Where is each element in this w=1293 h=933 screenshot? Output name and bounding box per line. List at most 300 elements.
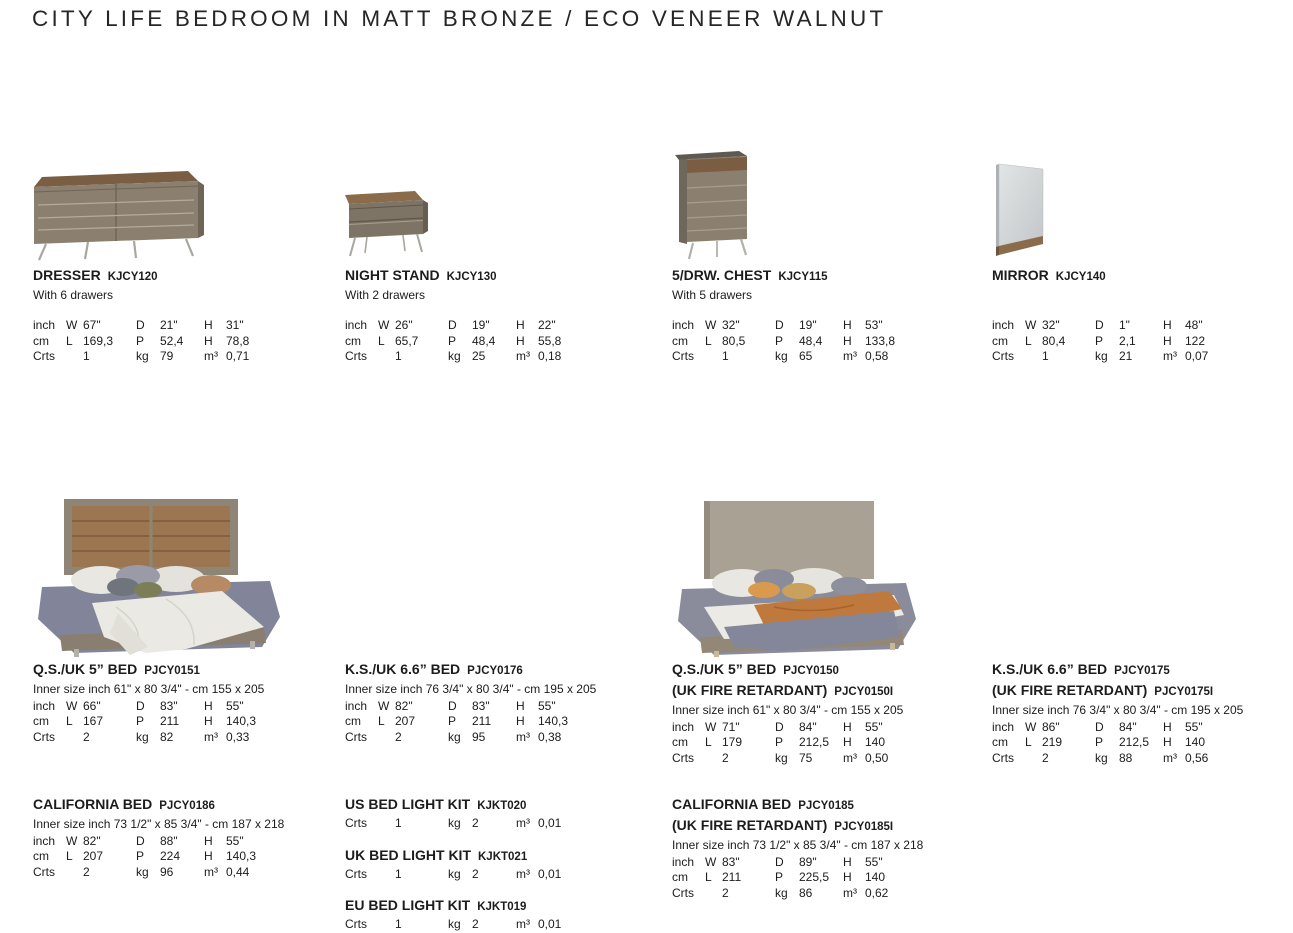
spec-cell: H xyxy=(1163,333,1172,348)
spec-cell: 82 xyxy=(160,729,174,744)
spec-cell: P xyxy=(1095,735,1104,749)
mirror-illustration xyxy=(991,160,1049,256)
inner-size: Inner size inch 73 1/2" x 85 3/4" - cm 187 x 218 xyxy=(672,838,924,852)
product-card-california-fr xyxy=(672,795,976,901)
spec-row xyxy=(672,318,976,334)
spec-cell: W xyxy=(705,318,717,332)
page-title: CITY LIFE BEDROOM IN MATT BRONZE / ECO VENEER WALNUT xyxy=(32,6,887,31)
product-name: CALIFORNIA BED xyxy=(33,796,153,812)
product-card-ks-bed xyxy=(345,660,649,745)
spec-cell: kg xyxy=(136,729,149,744)
light-kits-column xyxy=(345,795,649,933)
spec-row xyxy=(33,699,337,715)
inner-size: Inner size inch 73 1/2" x 85 3/4" - cm 187 x 218 xyxy=(33,817,285,831)
spec-cell: 52,4 xyxy=(160,333,184,348)
spec-cell xyxy=(378,867,395,883)
product-code: KJKT019 xyxy=(477,901,527,913)
spec-cell: H xyxy=(516,333,525,348)
spec-cell: kg xyxy=(775,349,788,363)
spec-table xyxy=(33,318,337,365)
spec-cell: 55" xyxy=(226,833,244,848)
product-code: KJCY120 xyxy=(107,271,158,283)
spec-cell: 78,8 xyxy=(226,333,250,348)
spec-cell: W xyxy=(66,318,78,332)
spec-cell: 0,01 xyxy=(538,917,562,931)
spec-cell: inch xyxy=(672,318,695,332)
spec-cell: 2 xyxy=(1042,750,1049,765)
spec-cell: 22" xyxy=(538,318,556,332)
spec-cell: m³ xyxy=(516,816,530,830)
spec-cell: 55,8 xyxy=(538,333,562,348)
spec-cell: 19" xyxy=(472,318,490,332)
product-card-mirror xyxy=(992,266,1293,365)
mirror-image xyxy=(991,160,1049,261)
spec-cell: 2 xyxy=(722,750,729,765)
spec-cell: Crts xyxy=(33,729,55,744)
spec-row xyxy=(33,834,337,850)
spec-cell: 0,38 xyxy=(538,729,562,744)
spec-cell: 0,50 xyxy=(865,750,889,765)
spec-cell: 83" xyxy=(160,698,178,713)
spec-cell: D xyxy=(136,833,145,848)
spec-cell: H xyxy=(1163,735,1172,749)
product-title xyxy=(672,660,976,681)
spec-cell: 48,4 xyxy=(472,333,496,348)
spec-cell: cm xyxy=(992,333,1008,348)
spec-cell: D xyxy=(775,719,784,734)
product-name: Q.S./UK 5” BED xyxy=(672,661,777,677)
spec-cell xyxy=(1025,751,1042,767)
spec-cell: 55" xyxy=(865,854,883,869)
spec-cell: inch xyxy=(345,318,368,332)
spec-cell: L xyxy=(66,714,73,728)
spec-cell: 140,3 xyxy=(226,849,257,863)
spec-cell: 71" xyxy=(722,719,740,734)
spec-cell: W xyxy=(705,719,717,734)
spec-cell: 32" xyxy=(1042,318,1060,332)
spec-row xyxy=(33,714,337,730)
product-name: NIGHT STAND xyxy=(345,267,440,283)
spec-row xyxy=(345,867,649,883)
spec-cell: 0,71 xyxy=(226,349,250,363)
spec-cell xyxy=(705,886,722,902)
spec-cell: cm xyxy=(992,735,1008,749)
spec-cell: 79 xyxy=(160,349,174,363)
spec-cell: Crts xyxy=(345,917,367,931)
spec-cell: 21" xyxy=(160,318,178,332)
spec-cell: 0,33 xyxy=(226,729,250,744)
product-code: PJCY0150 xyxy=(783,665,839,677)
product-code: KJKT020 xyxy=(477,800,527,812)
spec-row xyxy=(672,855,976,871)
spec-cell: H xyxy=(843,854,852,869)
product-title-line2 xyxy=(672,816,976,837)
spec-row xyxy=(672,735,976,751)
spec-cell: 211 xyxy=(160,714,180,728)
spec-cell: L xyxy=(378,714,385,728)
spec-cell: m³ xyxy=(1163,349,1177,363)
spec-cell: 0,58 xyxy=(865,349,889,363)
spec-cell: H xyxy=(843,333,852,348)
inner-size: Inner size inch 76 3/4" x 80 3/4" - cm 195 x 205 xyxy=(345,682,597,696)
spec-row xyxy=(992,334,1293,350)
product-card-ks-bed-fr xyxy=(992,660,1293,766)
spec-row xyxy=(33,849,337,865)
spec-cell: D xyxy=(775,854,784,869)
spec-cell: 2 xyxy=(83,729,90,744)
spec-cell: 2 xyxy=(472,816,479,830)
spec-cell: m³ xyxy=(516,349,530,363)
spec-cell: P xyxy=(775,870,784,884)
spec-cell: m³ xyxy=(843,349,857,363)
spec-cell: H xyxy=(843,719,852,734)
product-title-line2 xyxy=(672,681,976,702)
spec-row xyxy=(345,730,649,746)
product-code: PJCY0185 xyxy=(798,800,854,812)
spec-cell: W xyxy=(66,698,78,713)
nightstand-image xyxy=(343,186,431,265)
spec-row xyxy=(345,699,649,715)
product-code: PJCY0151 xyxy=(144,665,200,677)
product-name-line2: (UK FIRE RETARDANT) xyxy=(992,682,1148,698)
spec-cell: 2 xyxy=(472,917,479,931)
spec-cell: P xyxy=(448,333,457,348)
spec-cell: 67" xyxy=(83,318,101,332)
spec-cell: inch xyxy=(992,318,1015,332)
spec-cell: Crts xyxy=(345,866,367,881)
product-title xyxy=(345,896,649,917)
spec-cell: 212,5 xyxy=(1119,735,1150,749)
spec-cell: Crts xyxy=(33,349,55,363)
spec-cell xyxy=(1025,349,1042,365)
spec-cell: inch xyxy=(992,719,1015,734)
spec-row xyxy=(345,334,649,350)
product-name: CALIFORNIA BED xyxy=(672,796,792,812)
spec-row xyxy=(672,720,976,736)
spec-cell: 219 xyxy=(1042,735,1063,749)
spec-cell: 1 xyxy=(395,349,402,363)
spec-cell: 55" xyxy=(865,719,883,734)
spec-cell: 82" xyxy=(395,698,413,713)
spec-cell: P xyxy=(136,849,145,863)
product-title xyxy=(992,266,1293,287)
spec-cell: 2,1 xyxy=(1119,333,1136,348)
spec-cell: 66" xyxy=(83,698,101,713)
product-name-line2: (UK FIRE RETARDANT) xyxy=(672,817,828,833)
spec-cell: 88 xyxy=(1119,750,1133,765)
spec-cell: 96 xyxy=(160,864,174,879)
spec-cell: 19" xyxy=(799,318,817,332)
spec-table xyxy=(672,720,976,767)
spec-cell: 65 xyxy=(799,349,813,363)
spec-cell: m³ xyxy=(204,864,218,879)
spec-cell: Crts xyxy=(672,349,694,363)
spec-cell: kg xyxy=(136,864,149,879)
spec-cell: W xyxy=(1025,719,1037,734)
spec-cell: Crts xyxy=(33,864,55,879)
spec-cell: 179 xyxy=(722,735,743,749)
spec-cell: P xyxy=(1095,333,1104,348)
spec-cell: kg xyxy=(448,349,461,363)
spec-cell: L xyxy=(66,849,73,863)
product-code: KJCY130 xyxy=(446,271,497,283)
spec-cell: 86" xyxy=(1042,719,1060,734)
spec-cell: 2 xyxy=(83,864,90,879)
product-code: KJKT021 xyxy=(478,850,528,863)
spec-cell: kg xyxy=(136,349,149,363)
product-card-qs-bed-fr xyxy=(672,660,976,766)
spec-cell: 88" xyxy=(160,833,178,848)
spec-table xyxy=(345,816,649,832)
spec-cell: 83" xyxy=(472,698,490,713)
spec-cell: 84" xyxy=(799,719,817,734)
spec-cell: D xyxy=(448,318,457,332)
product-title xyxy=(33,266,337,287)
spec-cell: cm xyxy=(33,333,49,348)
spec-cell: cm xyxy=(33,714,49,728)
product-card-us-light-kit xyxy=(345,795,649,832)
product-name: MIRROR xyxy=(992,267,1049,283)
spec-cell: cm xyxy=(672,870,688,884)
chest-illustration xyxy=(673,146,755,262)
inner-size: Inner size inch 61" x 80 3/4" - cm 155 x 205 xyxy=(33,682,265,696)
product-name: DRESSER xyxy=(33,267,101,283)
product-title xyxy=(33,795,337,816)
product-name: EU BED LIGHT KIT xyxy=(345,897,471,913)
spec-cell: 167 xyxy=(83,714,104,728)
spec-table xyxy=(345,917,649,933)
spec-cell: 26" xyxy=(395,318,413,332)
spec-cell: cm xyxy=(672,735,688,749)
product-title xyxy=(345,846,649,867)
spec-cell: 0,18 xyxy=(538,349,562,363)
spec-cell: 0,01 xyxy=(538,816,562,830)
product-title xyxy=(345,266,649,287)
spec-cell: cm xyxy=(672,333,688,348)
spec-cell: 89" xyxy=(799,854,817,869)
spec-cell: inch xyxy=(672,854,695,869)
product-name-line2: (UK FIRE RETARDANT) xyxy=(672,682,828,698)
spec-row xyxy=(345,917,649,933)
product-card-nightstand xyxy=(345,266,649,365)
product-name: Q.S./UK 5” BED xyxy=(33,661,138,677)
spec-cell xyxy=(378,349,395,365)
upholstered-bed-illustration xyxy=(664,487,926,657)
spec-cell: Crts xyxy=(345,349,367,363)
dresser-illustration xyxy=(30,162,205,262)
product-title xyxy=(672,795,976,816)
product-card-dresser xyxy=(33,266,337,365)
spec-cell: m³ xyxy=(204,729,218,744)
spec-cell: 32" xyxy=(722,318,740,332)
spec-row xyxy=(672,870,976,886)
spec-cell: kg xyxy=(448,917,461,931)
spec-cell: 207 xyxy=(395,714,416,728)
spec-cell: Crts xyxy=(672,750,694,765)
spec-cell: kg xyxy=(775,885,788,900)
spec-cell: W xyxy=(378,318,390,332)
spec-cell: H xyxy=(204,833,213,848)
spec-cell: P xyxy=(775,735,784,749)
spec-cell: 140 xyxy=(865,870,886,884)
spec-cell: 48" xyxy=(1185,318,1203,332)
spec-cell: H xyxy=(204,849,213,863)
spec-row xyxy=(345,714,649,730)
spec-cell: 83" xyxy=(722,854,740,869)
spec-cell: 0,01 xyxy=(538,866,562,881)
spec-cell: L xyxy=(705,333,712,348)
dresser-image xyxy=(30,162,205,267)
inner-size: Inner size inch 76 3/4" x 80 3/4" - cm 195 x 205 xyxy=(992,703,1244,717)
spec-row xyxy=(33,865,337,881)
spec-table xyxy=(992,720,1293,767)
spec-cell: 140 xyxy=(1185,735,1206,749)
spec-cell: 80,4 xyxy=(1042,333,1066,348)
spec-table xyxy=(33,699,337,746)
product-code: PJCY0186 xyxy=(159,800,215,812)
spec-cell: Crts xyxy=(992,750,1014,765)
spec-table xyxy=(992,318,1293,365)
spec-cell: H xyxy=(1163,318,1172,332)
spec-cell: m³ xyxy=(516,917,530,931)
spec-cell xyxy=(378,730,395,746)
spec-cell: 1 xyxy=(722,349,729,363)
product-code-line2: PJCY0185I xyxy=(834,821,894,833)
product-name: 5/DRW. CHEST xyxy=(672,267,772,283)
spec-cell: D xyxy=(136,318,145,332)
spec-cell: 212,5 xyxy=(799,735,830,749)
spec-cell: 0,62 xyxy=(865,885,889,900)
spec-cell: D xyxy=(136,698,145,713)
product-subtitle xyxy=(992,287,1293,303)
spec-row xyxy=(345,318,649,334)
spec-cell: 25 xyxy=(472,349,486,363)
spec-cell: 53" xyxy=(865,318,883,332)
spec-row xyxy=(672,334,976,350)
product-subtitle: With 2 drawers xyxy=(345,288,426,302)
spec-cell: 21 xyxy=(1119,349,1133,363)
upholstered-bed-image xyxy=(664,487,926,662)
walnut-bed-image xyxy=(26,487,288,662)
product-title xyxy=(672,266,976,287)
spec-cell: 224 xyxy=(160,849,181,863)
spec-cell: 1 xyxy=(395,866,402,881)
spec-cell: W xyxy=(1025,318,1037,332)
spec-cell: 48,4 xyxy=(799,333,823,348)
spec-cell: 169,3 xyxy=(83,333,114,348)
spec-cell xyxy=(66,865,83,881)
spec-table xyxy=(672,855,976,902)
spec-cell: D xyxy=(775,318,784,332)
spec-cell: m³ xyxy=(843,885,857,900)
spec-cell xyxy=(705,751,722,767)
spec-cell: m³ xyxy=(516,866,530,881)
spec-cell: H xyxy=(843,735,852,749)
spec-row xyxy=(992,720,1293,736)
spec-cell: 211 xyxy=(722,870,742,884)
product-title xyxy=(345,660,649,681)
spec-row xyxy=(672,886,976,902)
spec-table xyxy=(672,318,976,365)
spec-cell: W xyxy=(378,698,390,713)
product-card-chest xyxy=(672,266,976,365)
spec-cell: 1 xyxy=(395,816,402,830)
spec-row xyxy=(672,751,976,767)
spec-cell: L xyxy=(1025,735,1032,749)
spec-cell: kg xyxy=(775,750,788,765)
spec-cell: 86 xyxy=(799,885,813,900)
spec-cell: cm xyxy=(33,849,49,863)
product-card-eu-light-kit xyxy=(345,896,649,933)
spec-cell: P xyxy=(448,714,457,728)
spec-row xyxy=(33,334,337,350)
spec-cell: kg xyxy=(448,729,461,744)
product-title-line2 xyxy=(992,681,1293,702)
spec-cell: P xyxy=(136,333,145,348)
spec-cell: H xyxy=(1163,719,1172,734)
spec-row xyxy=(345,349,649,365)
spec-cell: inch xyxy=(345,698,368,713)
product-subtitle: With 5 drawers xyxy=(672,288,753,302)
product-title xyxy=(992,660,1293,681)
spec-cell: 75 xyxy=(799,750,813,765)
spec-cell: 55" xyxy=(226,698,244,713)
inner-size: Inner size inch 61" x 80 3/4" - cm 155 x 205 xyxy=(672,703,904,717)
product-code: PJCY0175 xyxy=(1114,665,1170,677)
spec-cell: D xyxy=(1095,719,1104,734)
spec-cell: cm xyxy=(345,333,361,348)
product-card-california xyxy=(33,795,337,880)
spec-cell: m³ xyxy=(843,750,857,765)
product-subtitle: With 6 drawers xyxy=(33,288,114,302)
spec-cell: 2 xyxy=(395,729,402,744)
spec-cell: D xyxy=(448,698,457,713)
spec-cell: 31" xyxy=(226,318,244,332)
spec-row xyxy=(992,735,1293,751)
spec-cell xyxy=(378,917,395,933)
spec-cell: D xyxy=(1095,318,1104,332)
spec-cell: H xyxy=(516,318,525,332)
spec-cell: inch xyxy=(33,698,56,713)
spec-cell xyxy=(705,349,722,365)
product-title xyxy=(345,795,649,816)
spec-cell: 140 xyxy=(865,735,886,749)
spec-cell: 0,56 xyxy=(1185,750,1209,765)
spec-cell: 55" xyxy=(1185,719,1203,734)
spec-cell: 140,3 xyxy=(226,714,257,728)
spec-row xyxy=(992,349,1293,365)
product-code-line2: PJCY0150I xyxy=(834,686,894,698)
spec-cell: 80,5 xyxy=(722,333,746,348)
spec-cell: L xyxy=(705,735,712,749)
spec-table xyxy=(345,867,649,883)
spec-row xyxy=(345,816,649,832)
spec-cell: 1 xyxy=(1042,349,1049,363)
spec-table xyxy=(33,834,337,881)
spec-cell: Crts xyxy=(345,816,367,830)
spec-cell: Crts xyxy=(992,349,1014,363)
spec-row xyxy=(672,349,976,365)
spec-cell: 1 xyxy=(395,917,402,931)
spec-cell: 207 xyxy=(83,849,104,863)
spec-cell: 2 xyxy=(722,885,729,900)
spec-cell: H xyxy=(204,333,213,348)
spec-cell: m³ xyxy=(1163,750,1177,765)
spec-cell: 84" xyxy=(1119,719,1137,734)
spec-cell: kg xyxy=(1095,750,1108,765)
spec-cell: 82" xyxy=(83,833,101,848)
spec-cell: H xyxy=(204,698,213,713)
